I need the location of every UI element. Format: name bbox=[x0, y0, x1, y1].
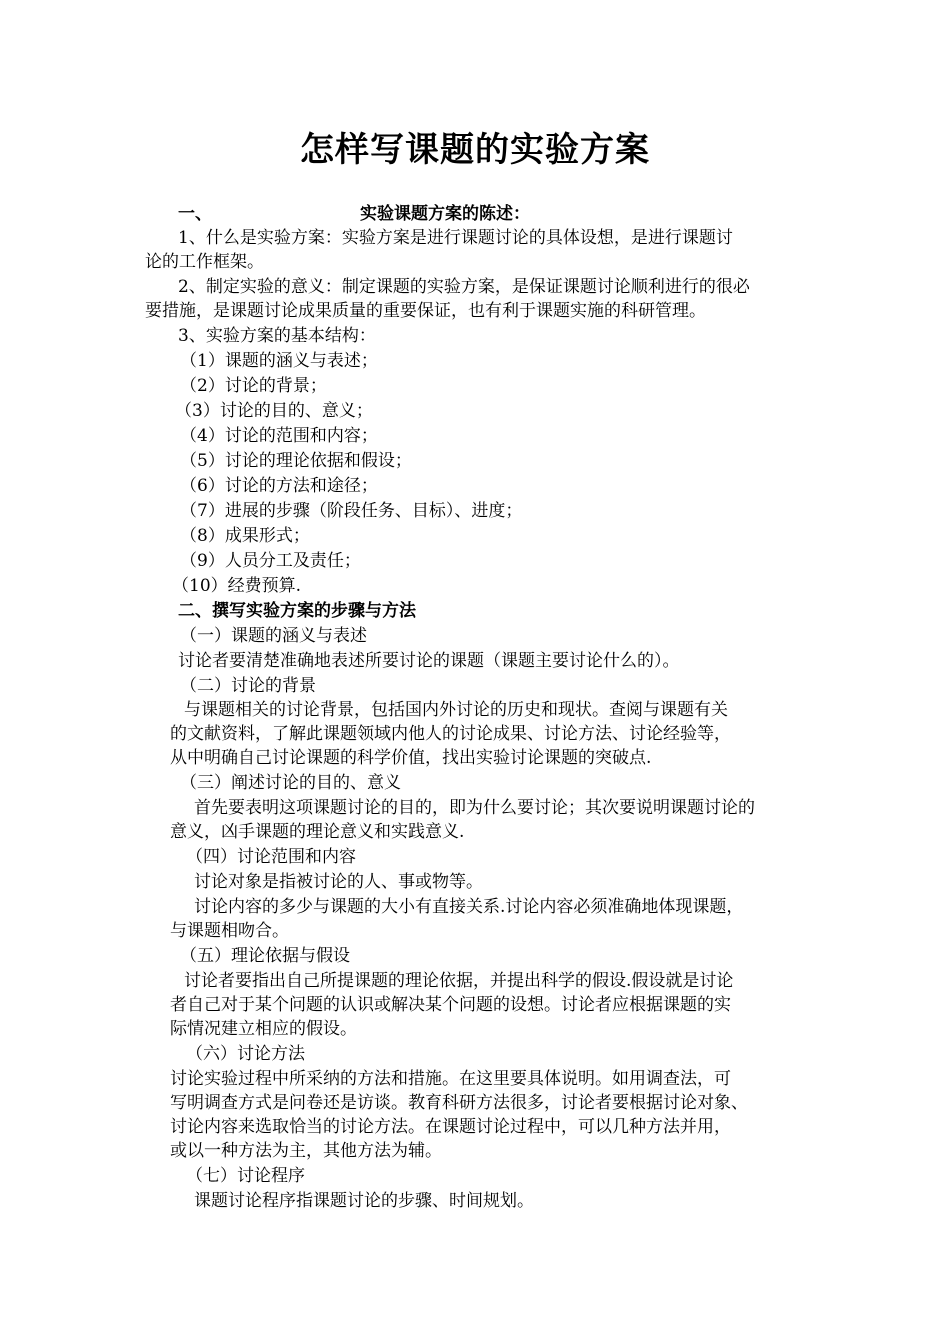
document-title: 怎样写课题的实验方案 bbox=[300, 130, 650, 170]
paragraph-line: 首先要表明这项课题讨论的目的，即为什么要讨论；其次要说明课题讨论的 bbox=[194, 798, 755, 818]
list-item: （7）进展的步骤（阶段任务、目标）、进度； bbox=[180, 501, 523, 521]
paragraph-line: 或以一种方法为主，其他方法为辅。 bbox=[170, 1141, 442, 1161]
paragraph-line: 际情况建立相应的假设。 bbox=[170, 1019, 357, 1039]
paragraph-line: 与课题相关的讨论背景，包括国内外讨论的历史和现状。查阅与课题有关 bbox=[184, 700, 728, 720]
paragraph-line: 课题讨论程序指课题讨论的步骤、时间规划。 bbox=[194, 1191, 534, 1211]
list-item: （1）课题的涵义与表述； bbox=[180, 351, 378, 371]
subsection-heading: （三）阐述讨论的目的、意义 bbox=[180, 773, 401, 793]
paragraph-line: 2、制定实验的意义：制定课题的实验方案，是保证课题讨论顺利进行的很必 bbox=[178, 277, 750, 297]
list-item: （3）讨论的目的、意义； bbox=[175, 401, 373, 421]
paragraph-line: 讨论者要清楚准确地表述所要讨论的课题（课题主要讨论什么的）。 bbox=[178, 651, 680, 671]
subsection-heading: （四）讨论范围和内容 bbox=[186, 847, 356, 867]
list-item: （9）人员分工及责任； bbox=[180, 551, 361, 571]
subsection-heading: （五）理论依据与假设 bbox=[180, 946, 350, 966]
subsection-heading: （二）讨论的背景 bbox=[180, 676, 316, 696]
paragraph-line: 3、实验方案的基本结构： bbox=[178, 326, 376, 346]
paragraph-line: 与课题相吻合。 bbox=[170, 921, 289, 941]
subsection-heading: （一）课题的涵义与表述 bbox=[180, 626, 367, 646]
list-item: （6）讨论的方法和途径； bbox=[180, 476, 378, 496]
list-item: （8）成果形式； bbox=[180, 526, 310, 546]
paragraph-line: 的文献资料，了解此课题领域内他人的讨论成果、讨论方法、讨论经验等， bbox=[170, 724, 731, 744]
section2-heading: 二、撰写实验方案的步骤与方法 bbox=[178, 601, 416, 621]
paragraph-line: 讨论者要指出自己所提课题的理论依据，并提出科学的假设.假设就是讨论 bbox=[184, 971, 734, 991]
paragraph-line: 者自己对于某个问题的认识或解决某个问题的设想。讨论者应根据课题的实 bbox=[170, 995, 731, 1015]
subsection-heading: （七）讨论程序 bbox=[186, 1166, 305, 1186]
paragraph-line: 从中明确自己讨论课题的科学价值，找出实验讨论课题的突破点. bbox=[170, 748, 652, 768]
paragraph-line: 讨论内容的多少与课题的大小有直接关系.讨论内容必须准确地体现课题， bbox=[194, 897, 744, 917]
list-item: （4）讨论的范围和内容； bbox=[180, 426, 378, 446]
paragraph-line: 要措施，是课题讨论成果质量的重要保证，也有利于课题实施的科研管理。 bbox=[145, 301, 706, 321]
list-item: （10）经费预算. bbox=[172, 576, 302, 596]
paragraph-line: 写明调查方式是问卷还是访谈。教育科研方法很多，讨论者要根据讨论对象、 bbox=[170, 1093, 748, 1113]
paragraph-line: 论的工作框架。 bbox=[145, 252, 264, 272]
paragraph-line: 1、什么是实验方案：实验方案是进行课题讨论的具体设想，是进行课题讨 bbox=[178, 228, 733, 248]
paragraph-line: 讨论实验过程中所采纳的方法和措施。在这里要具体说明。如用调查法，可 bbox=[170, 1069, 731, 1089]
paragraph-line: 讨论对象是指被讨论的人、事或物等。 bbox=[194, 872, 483, 892]
list-item: （2）讨论的背景； bbox=[180, 376, 327, 396]
paragraph-line: 意义，凶手课题的理论意义和实践意义. bbox=[170, 822, 465, 842]
section1-heading: 实验课题方案的陈述： bbox=[360, 204, 530, 224]
section1-number: 一、 bbox=[178, 204, 212, 224]
subsection-heading: （六）讨论方法 bbox=[186, 1044, 305, 1064]
list-item: （5）讨论的理论依据和假设； bbox=[180, 451, 412, 471]
paragraph-line: 讨论内容来选取恰当的讨论方法。在课题讨论过程中，可以几种方法并用， bbox=[170, 1117, 731, 1137]
